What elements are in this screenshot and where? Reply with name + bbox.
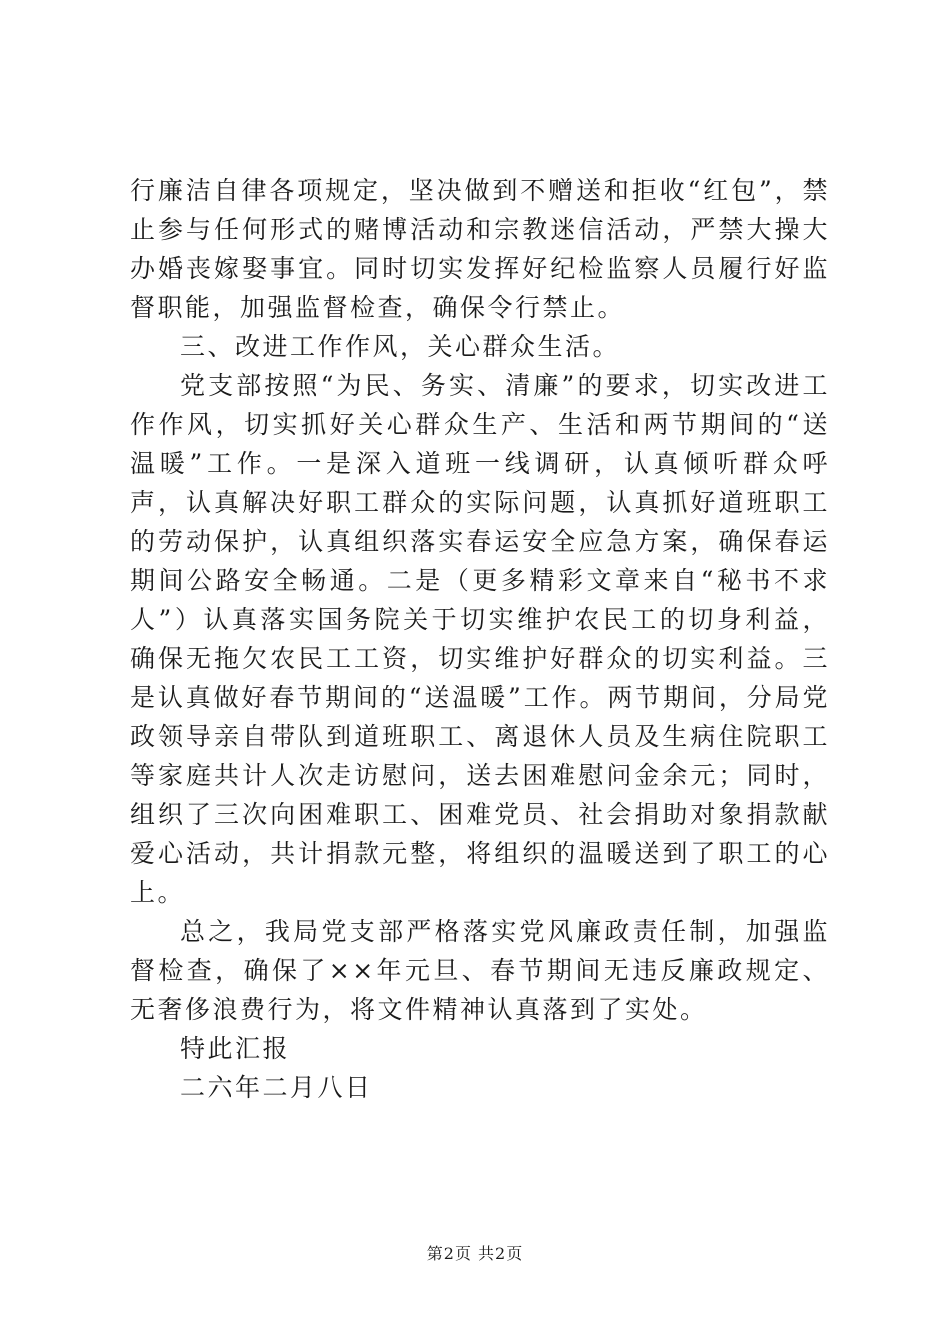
paragraph-work-style: 党支部按照“为民、务实、清廉”的要求，切实改进工作作风，切实抓好关心群众生产、生活和两节期间的“送温暖”工作。一是深入道班一线调研，认真倾听群众呼声，认真解决好职工群众的实际问题，认真抓好道班职工的劳动保护，认真组织落实春运安全应急方案，确保春运期间公路安全畅通。二是（更多精彩文章来自“秘书不求人”）认真落实国务院关于切实维护农民工的切身利益，确保无拖欠农民工工资，切实维护好群众的切实利益。三是认真做好春节期间的“送温暖”工作。两节期间，分局党政领导亲自带队到道班职工、离退休人员及生病住院职工等家庭共计人次走访慰问，送去困难慰问金余元；同时，组织了三次向困难职工、困难党员、社会捐助对象捐款献爱心活动，共计捐款元整，将组织的温暖送到了职工的心上。: [130, 371, 830, 907]
closing-report: 特此汇报: [180, 1034, 291, 1063]
paragraph-summary: 总之，我局党支部严格落实党风廉政责任制，加强监督检查，确保了××年元旦、春节期间无违反廉政规定、无奢侈浪费行为，将文件精神认真落到了实处。: [130, 917, 830, 1024]
document-date: 二六年二月八日: [180, 1073, 373, 1102]
paragraph-continuation: 行廉洁自律各项规定，坚决做到不赠送和拒收“红包”，禁止参与任何形式的赌博活动和宗教迷信活动，严禁大操大办婚丧嫁娶事宜。同时切实发挥好纪检监察人员履行好监督职能，加强监督检查，确保令行禁止。: [130, 176, 830, 322]
page-number-footer: 第2页 共2页: [426, 1244, 524, 1263]
document-body: [130, 171, 830, 1107]
section-heading: 三、改进工作作风，关心群众生活。: [180, 332, 621, 361]
